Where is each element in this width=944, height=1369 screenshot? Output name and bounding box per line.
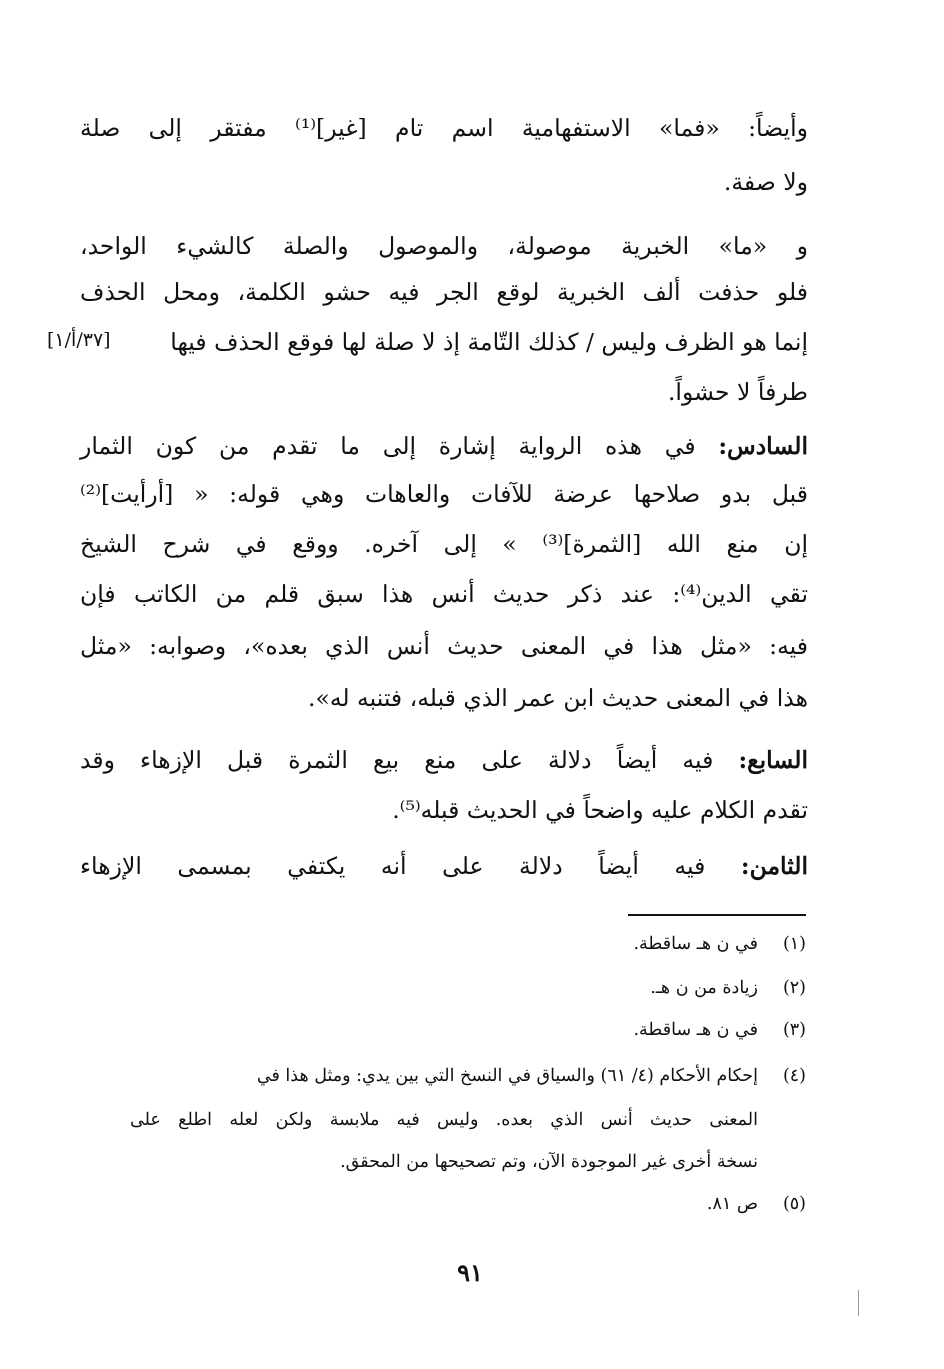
footnote-number: (٥) bbox=[782, 1194, 806, 1214]
body-line: تقي الدين⁽⁴⁾: عند ذكر حديث أنس هذا سبق قلم من الكاتب فإن bbox=[80, 580, 809, 608]
paragraph-seventh bbox=[80, 740, 808, 788]
body-line: فيه: «مثل هذا في المعنى حديث أنس الذي بعده»، وصوابه: «مثل bbox=[80, 632, 808, 660]
footnote-text: ص ٨١. bbox=[706, 1194, 758, 1214]
body-text: فيه أيضاً دلالة على أنه يكتفي بمسمى الإزهاء bbox=[80, 852, 706, 880]
footnote-separator bbox=[628, 914, 806, 916]
footnote-3 bbox=[130, 1016, 806, 1044]
paragraph-sixth bbox=[80, 426, 808, 474]
footnote-4 bbox=[130, 1062, 806, 1090]
body-text: في هذه الرواية إشارة إلى ما تقدم من كون الثمار bbox=[80, 432, 696, 460]
footnote-number: (٣) bbox=[782, 1020, 806, 1040]
body-text: فيه أيضاً دلالة على منع بيع الثمرة قبل الإزهاء وقد bbox=[80, 746, 714, 774]
footnote-2 bbox=[130, 974, 806, 1002]
body-line: فلو حذفت ألف الخبرية لوقع الجر فيه حشو الكلمة، ومحل الحذف bbox=[80, 278, 808, 306]
footnote-text: إحكام الأحكام (٤/ ٦١) والسياق في النسخ التي بين يدي: ومثل هذا في bbox=[256, 1066, 758, 1086]
body-line: ولا صفة. bbox=[723, 168, 808, 196]
body-line: طرفاً لا حشواً. bbox=[667, 378, 808, 406]
body-line: هذا في المعنى حديث ابن عمر الذي قبله، فتنبه له». bbox=[307, 684, 808, 712]
footnote-number: (٤) bbox=[782, 1066, 806, 1086]
scan-edge-mark bbox=[858, 1290, 859, 1316]
footnote-text: في ن هـ ساقطة. bbox=[633, 934, 758, 954]
page-number: ٩١ bbox=[457, 1258, 483, 1287]
footnote-5 bbox=[130, 1190, 806, 1218]
footnote-1 bbox=[130, 930, 806, 958]
paragraph-eighth bbox=[80, 846, 808, 894]
heading-sixth: السادس: bbox=[718, 432, 808, 460]
body-line: وأيضاً: «فما» الاستفهامية اسم تام [غير]⁽¹⁾ مفتقر إلى صلة bbox=[80, 114, 808, 142]
manuscript-folio-reference: [٣٧/أ/١] bbox=[47, 329, 111, 351]
footnote-number: (٢) bbox=[782, 978, 806, 998]
body-line: قبل بدو صلاحها عرضة للآفات والعاهات وهي قوله: « [أرأيت]⁽²⁾ bbox=[80, 480, 808, 508]
heading-eighth: الثامن: bbox=[740, 852, 808, 880]
footnote-text: في ن هـ ساقطة. bbox=[633, 1020, 758, 1040]
body-line: تقدم الكلام عليه واضحاً في الحديث قبله⁽⁵⁾. bbox=[392, 796, 808, 824]
footnote-number: (١) bbox=[782, 934, 806, 954]
footnote-4-continued: المعنى حديث أنس الذي بعده. وليس فيه ملابسة ولكن لعله اطلع على bbox=[130, 1110, 758, 1130]
body-line: إنما هو الظرف وليس / كذلك التّامة إذ لا صلة لها فوقع الحذف فيها bbox=[170, 328, 808, 356]
footnote-text: زيادة من ن هـ. bbox=[650, 978, 758, 998]
footnote-4-continued: نسخة أخرى غير الموجودة الآن، وتم تصحيحها من المحقق. bbox=[340, 1152, 758, 1172]
body-line: و «ما» الخبرية موصولة، والموصول والصلة كالشيء الواحد، bbox=[80, 232, 808, 260]
body-line: إن منع الله [الثمرة]⁽³⁾ » إلى آخره. ووقع في شرح الشيخ bbox=[80, 530, 808, 558]
heading-seventh: السابع: bbox=[738, 746, 808, 774]
